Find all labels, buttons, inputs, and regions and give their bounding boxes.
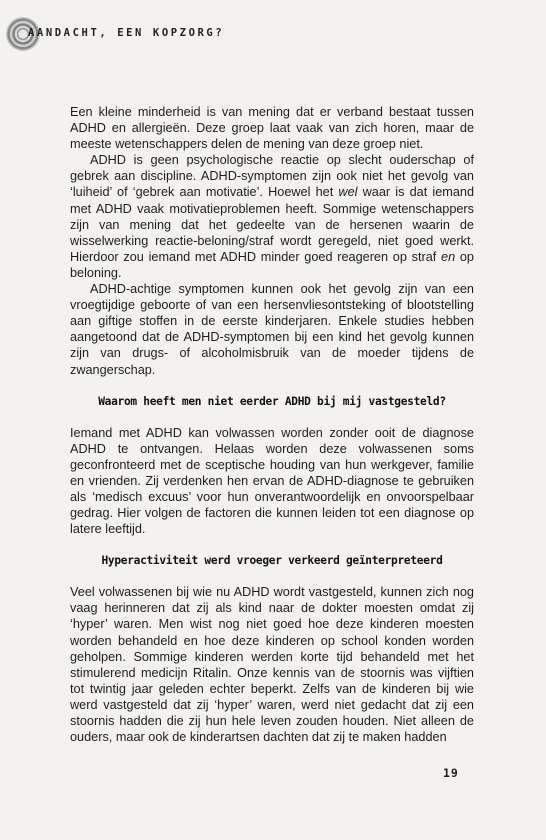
- paragraph: Veel volwassenen bij wie nu ADHD wordt vastgesteld, kunnen zich nog vaag herinneren dat zij als kind naar de dokter moesten omdat zij ‘hyper’ waren. Men wist nog niet goed hoe deze kinderen moesten worden behandeld en hoe deze kinderen op school konden worden geholpen. Sommige kinderen werden korte tijd behandeld met het stimulerend medicijn Ritalin. Onze kennis van de stoornis was vijftien tot twintig jaar geleden echter beperkt. Zelfs van de kinderen bij wie werd vastgesteld dat zij ‘hyper’ waren, werd niet gedacht dat zij een stoornis hadden die zij hun hele leven zouden houden. Niet alleen de ouders, maar ook de kinderartsen dachten dat zij te maken hadden: [70, 585, 474, 745]
- page-header: [0, 14, 546, 54]
- paragraph: ADHD-achtige symptomen kunnen ook het gevolg zijn van een vroegtijdige geboorte of van een hersenvliesontsteking of blootstelling aan giftige stoffen in de eerste kinderjaren. Enkele studies hebben aangetoond dat de ADHD-symptomen bij een kind het gevolg kunnen zijn van drugs- of alcoholmisbruik van de moeder tijdens de zwangerschap.: [70, 282, 474, 377]
- section-heading: Waarom heeft men niet eerder ADHD bij mij vastgesteld?: [98, 394, 446, 408]
- body-text: [70, 104, 474, 745]
- paragraph: Een kleine minderheid is van mening dat er verband bestaat tussen ADHD en allergieën. Deze groep laat vaak van zich horen, maar de meeste wetenschappers delen de mening van deze groep niet.: [70, 105, 474, 152]
- page-number: 19: [443, 766, 459, 780]
- section-heading: Hyperactiviteit werd vroeger verkeerd geïnterpreteerd: [101, 554, 443, 568]
- emphasis: en: [441, 249, 456, 264]
- paragraph: ADHD is geen psychologische reactie op slecht ouderschap of gebrek aan discipline. ADHD-symptomen zijn ook niet het gevolg van ‘luiheid’ of ‘gebrek aan motivatie’. Hoewel het wel waar is dat iemand met ADHD vaak motivatieproblemen heeft. Sommige wetenschappers zijn van mening dat het gedeelte van de hersenen waarin de wisselwerking reactie-beloning/straf wordt geregeld, niet goed werkt. Hierdoor zou iemand met ADHD minder goed reageren op straf en op beloning.: [70, 153, 475, 280]
- emphasis: wel: [338, 185, 358, 200]
- paragraph: Iemand met ADHD kan volwassen worden zonder ooit de diagnose ADHD te ontvangen. Helaas worden deze volwassenen soms geconfronteerd met de sceptische houding van hun werkgever, familie en vrienden. Zij verdenken hen ervan de ADHD-diagnose te gebruiken als ‘medisch excuus’ voor hun onverantwoordelijk en onvoorspelbaar gedrag. Hier volgen de factoren die kunnen leiden tot een diagnose op latere leeftijd.: [70, 425, 474, 537]
- running-head: AANDACHT, EEN KOPZORG?: [28, 27, 225, 39]
